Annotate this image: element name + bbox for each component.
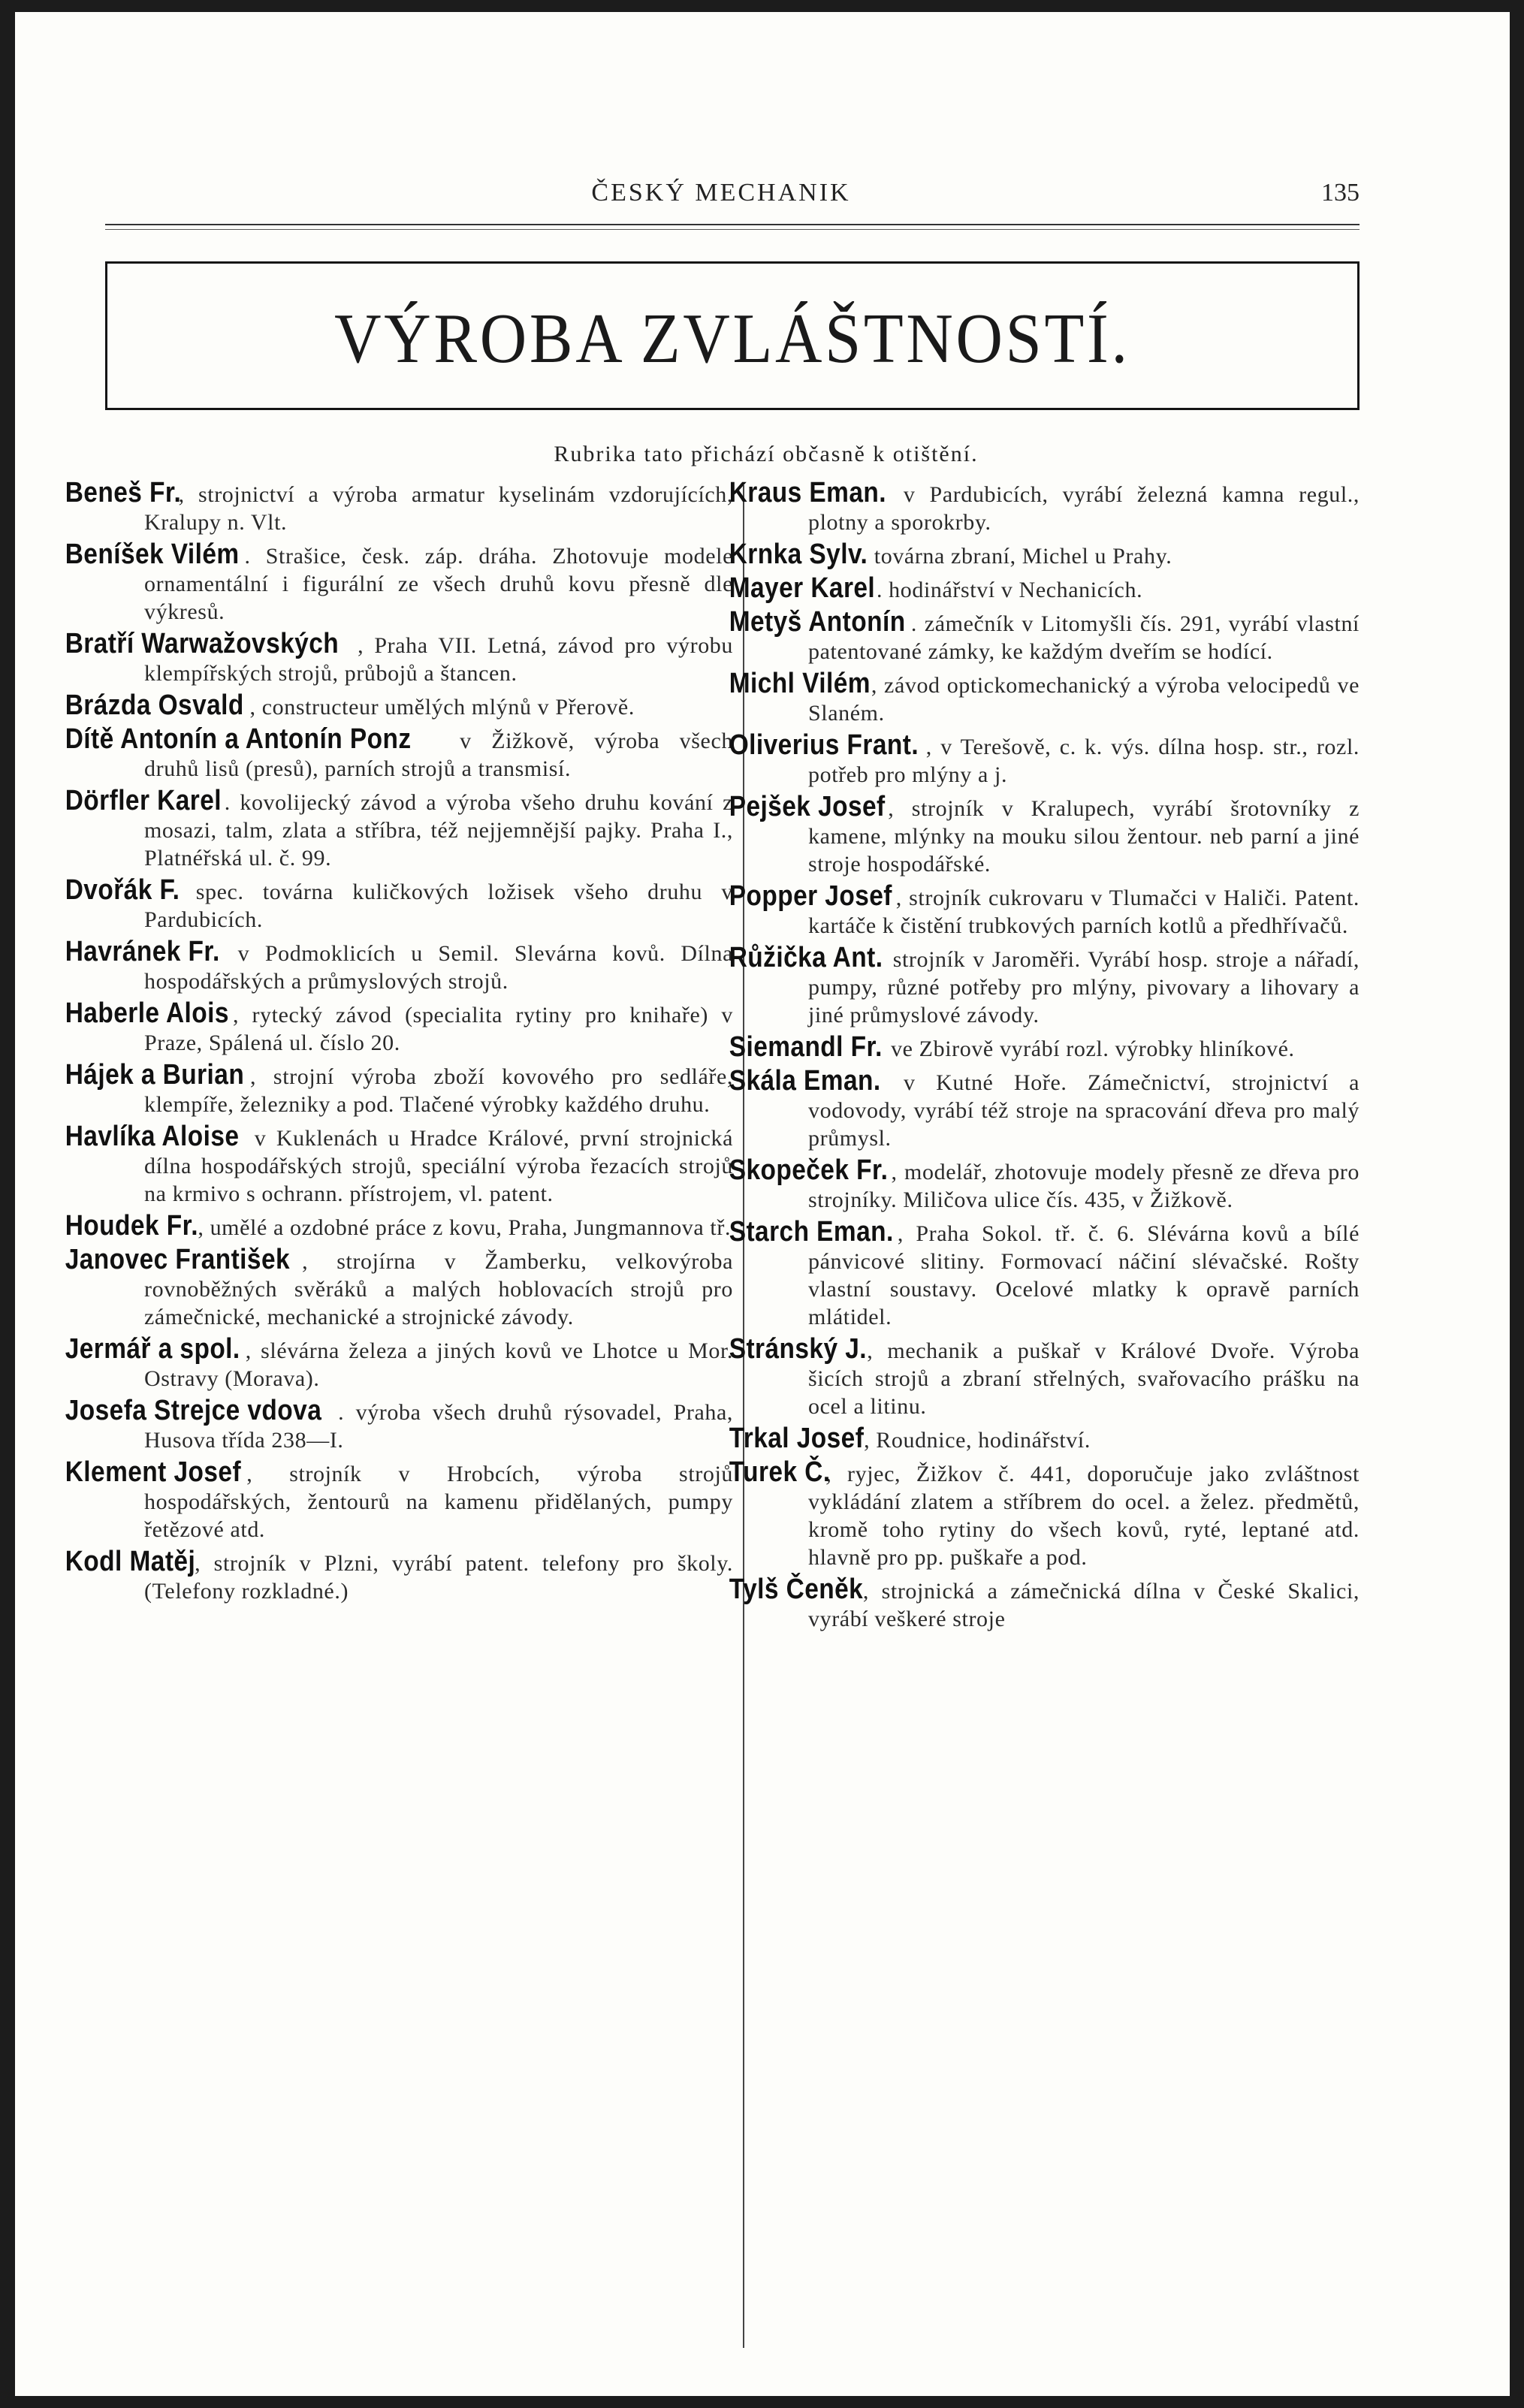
entry-name: Skála Eman.: [729, 1065, 881, 1097]
directory-entry: [729, 1154, 1360, 1214]
entry-description: , slévárna železa a jiných kovů ve Lhotce u Mor. Ostravy (Morava).: [144, 1338, 733, 1391]
entry-name: Jermář a spol.: [65, 1333, 240, 1365]
directory-entry: [729, 1216, 1360, 1331]
directory-entry: [65, 874, 733, 934]
entry-name: Michl Vilém: [729, 668, 871, 699]
entry-description: v Podmoklicích u Semil. Slevárna kovů. Dílna hospodářských a průmyslových strojů.: [144, 941, 733, 994]
directory-entry: [729, 572, 1360, 604]
directory-entry: [65, 1244, 733, 1331]
entry-name: Stránský J.: [729, 1333, 868, 1365]
entry-description: , rytecký závod (specialita rytiny pro knihaře) v Praze, Spálená ul. číslo 20.: [144, 1003, 733, 1055]
column-divider: [743, 485, 744, 2348]
directory-entry: [65, 1059, 733, 1118]
entry-description: , strojník v Hrobcích, výroba strojů hospodářských, žentourů na kamenu přidělaných, pumpy řetězové atd.: [144, 1462, 733, 1542]
entry-name: Metyš Antonín: [729, 606, 906, 638]
left-column: [65, 477, 733, 1610]
entry-name: Haberle Alois: [65, 997, 229, 1029]
entry-description: , umělé a ozdobné práce z kovu, Praha, Jungmannova tř.: [198, 1215, 732, 1240]
entry-description: . zámečník v Litomyšli čís. 291, vyrábí vlastní patentované zámky, ke každým dveřím se hodící.: [808, 611, 1360, 664]
entry-name: Janovec František: [65, 1244, 291, 1275]
directory-entry: [65, 628, 733, 687]
section-title-box: [105, 261, 1360, 410]
directory-entry: [65, 690, 733, 721]
directory-entry: [729, 1423, 1360, 1454]
directory-entry: [729, 880, 1360, 940]
entry-name: Skopeček Fr.: [729, 1154, 889, 1186]
entry-description: továrna zbraní, Michel u Prahy.: [868, 544, 1172, 569]
directory-entry: [729, 729, 1360, 789]
entry-name: Dvořák F.: [65, 874, 180, 906]
directory-entry: [65, 785, 733, 872]
directory-entry: [65, 1546, 733, 1605]
right-column: [729, 477, 1360, 1637]
directory-entry: [65, 539, 733, 626]
entry-description: v Kutné Hoře. Zámečnictví, strojnictví a vodovody, vyrábí též stroje na spracování dřeva pro malý průmysl.: [808, 1070, 1360, 1151]
entry-description: , strojník v Kralupech, vyrábí šrotovníky z kamene, mlýnky na mouku silou žentour. neb parní a jiné stroje hospodářské.: [808, 796, 1360, 877]
entry-description: , závod optickomechanický a výroba velocipedů ve Slaném.: [808, 673, 1360, 726]
directory-entry: [729, 1031, 1360, 1063]
entry-name: Beníšek Vilém: [65, 539, 240, 570]
entry-name: Kodl Matěj: [65, 1546, 196, 1577]
entry-name: Oliverius Frant.: [729, 729, 919, 761]
entry-description: , strojnictví a výroba armatur kyselinám vzdorujících, Kralupy n. Vlt.: [144, 482, 733, 535]
entry-description: . hodinářství v Nechanicích.: [876, 578, 1143, 602]
entry-description: . kovolijecký závod a výroba všeho druhu kování z mosazi, talm, zlata a stříbra, též nejjemnější pajky. Praha I., Platnéřská ul. č. 99.: [144, 790, 733, 871]
entry-description: ve Zbirově vyrábí rozl. výrobky hliníkové.: [884, 1037, 1295, 1061]
entry-name: Hájek a Burian: [65, 1059, 245, 1091]
entry-name: Turek Č.: [729, 1456, 831, 1488]
directory-entry: [65, 1395, 733, 1454]
entry-name: Siemandl Fr.: [729, 1031, 883, 1063]
directory-entry: [65, 936, 733, 995]
directory-entry: [729, 477, 1360, 536]
entry-description: , mechanik a puškař v Králové Dvoře. Výroba šicích strojů a zbraní střelných, svařovacího prášku na ocel a litinu.: [808, 1338, 1360, 1419]
directory-entry: [729, 1574, 1360, 1633]
entry-description: v Kuklenách u Hradce Králové, první strojnická dílna hospodářských strojů, speciální výroba řezacích strojů na krmivo s ochrann. přístrojem, vl. patent.: [144, 1126, 733, 1206]
entry-description: . Strašice, česk. záp. dráha. Zhotovuje modele ornamentální i figurální ze všech druhů kovu přesně dle výkresů.: [144, 544, 733, 624]
directory-entry: [729, 942, 1360, 1029]
entry-name: Brázda Osvald: [65, 690, 244, 721]
entry-name: Josefa Strejce vdova: [65, 1395, 322, 1426]
entry-description: , strojní výroba zboží kovového pro sedláře, klempíře, železniky a pod. Tlačené výrobky každého druhu.: [144, 1064, 733, 1117]
directory-entry: [65, 997, 733, 1057]
entry-name: Starch Eman.: [729, 1216, 894, 1248]
directory-entry: [65, 477, 733, 536]
entry-name: Kraus Eman.: [729, 477, 886, 508]
directory-entry: [729, 1456, 1360, 1571]
entry-description: , v Terešově, c. k. výs. dílna hosp. str., rozl. potřeb pro mlýny a j.: [808, 735, 1360, 787]
directory-entry: [729, 791, 1360, 878]
entry-name: Bratří Warwažovských: [65, 628, 340, 659]
directory-entry: [729, 606, 1360, 665]
directory-entry: [729, 539, 1360, 570]
entry-description: . výroba všech druhů rýsovadel, Praha, Husova třída 238—I.: [144, 1400, 733, 1453]
entry-name: Trkal Josef: [729, 1423, 865, 1454]
entry-name: Dítě Antonín a Antonín Ponz: [65, 723, 412, 755]
header-rule: [105, 224, 1360, 230]
entry-name: Klement Josef: [65, 1456, 242, 1488]
entry-description: , Roudnice, hodinářství.: [864, 1428, 1091, 1453]
directory-entry: [65, 1210, 733, 1242]
entry-description: , strojník cukrovaru v Tlumačci v Haliči. Patent. kartáče k čistění trubkových parních kotlů a předhřívačů.: [808, 886, 1360, 938]
directory-entry: [729, 1065, 1360, 1152]
entry-description: , strojnická a zámečnická dílna v České Skalici, vyrábí veškeré stroje: [808, 1579, 1360, 1631]
entry-name: Havránek Fr.: [65, 936, 220, 967]
entry-description: spec. továrna kuličkových ložisek všeho druhu v Pardubicích.: [144, 880, 733, 932]
entry-description: v Žižkově, výroba všech druhů lisů (presů), parních strojů a transmisí.: [144, 729, 733, 781]
entry-name: Mayer Karel: [729, 572, 876, 604]
directory-entry: [729, 1333, 1360, 1420]
entry-name: Růžička Ant.: [729, 942, 883, 973]
entry-description: , modelář, zhotovuje modely přesně ze dřeva pro strojníky. Miličova ulice čís. 435, v Žižkově.: [808, 1160, 1360, 1212]
entry-name: Krnka Sylv.: [729, 539, 868, 570]
entry-name: Tylš Čeněk: [729, 1574, 864, 1605]
running-title: ČESKÝ MECHANIK: [591, 179, 851, 207]
page-number: 135: [1321, 179, 1360, 207]
entry-description: v Pardubicích, vyrábí železná kamna regul., plotny a sporokrby.: [808, 482, 1360, 535]
document-page: [15, 12, 1510, 2396]
entry-name: Havlíka Aloise: [65, 1121, 240, 1152]
entry-description: , ryjec, Žižkov č. 441, doporučuje jako zvláštnost vykládání zlatem a stříbrem do ocel. a želez. předmětů, kromě toho rytiny do všech kovů, ryté, leptané atd. hlavně pro pp. puškaře a pod.: [808, 1462, 1360, 1570]
directory-entry: [65, 1456, 733, 1543]
section-title: VÝROBA ZVLÁŠTNOSTÍ.: [334, 300, 1130, 378]
entry-description: , strojírna v Žamberku, velkovýroba rovnoběžných svěráků a malých hoblovacích strojů pro zámečnické, mechanické a strojnické závody.: [144, 1249, 733, 1329]
directory-entry: [729, 668, 1360, 727]
entry-description: , Praha Sokol. tř. č. 6. Slévárna kovů a bílé pánvicové slitiny. Formovací náčiní slévačské. Rošty vlastní soustavy. Ocelové mlatky k opravě parních mlátidel.: [808, 1221, 1360, 1329]
section-subtitle: Rubrika tato přichází občasně k otištění.: [554, 442, 979, 466]
entry-name: Houdek Fr.: [65, 1210, 198, 1242]
entry-name: Pejšek Josef: [729, 791, 886, 822]
entry-description: , strojník v Plzni, vyrábí patent. telefony pro školy. (Telefony rozkladné.): [144, 1551, 733, 1604]
directory-entry: [65, 723, 733, 783]
entry-description: , Praha VII. Letná, závod pro výrobu klempířských strojů, průbojů a štancen.: [144, 633, 733, 686]
entry-description: strojník v Jaroměři. Vyrábí hosp. stroje a nářadí, pumpy, různé potřeby pro mlýny, pivovary a lihovary a jiné průmyslové závody.: [808, 947, 1360, 1027]
directory-entry: [65, 1121, 733, 1208]
entry-name: Beneš Fr.: [65, 477, 182, 508]
entry-name: Popper Josef: [729, 880, 892, 912]
entry-name: Dörfler Karel: [65, 785, 222, 816]
directory-entry: [65, 1333, 733, 1393]
entry-description: , constructeur umělých mlýnů v Přerově.: [249, 695, 635, 720]
